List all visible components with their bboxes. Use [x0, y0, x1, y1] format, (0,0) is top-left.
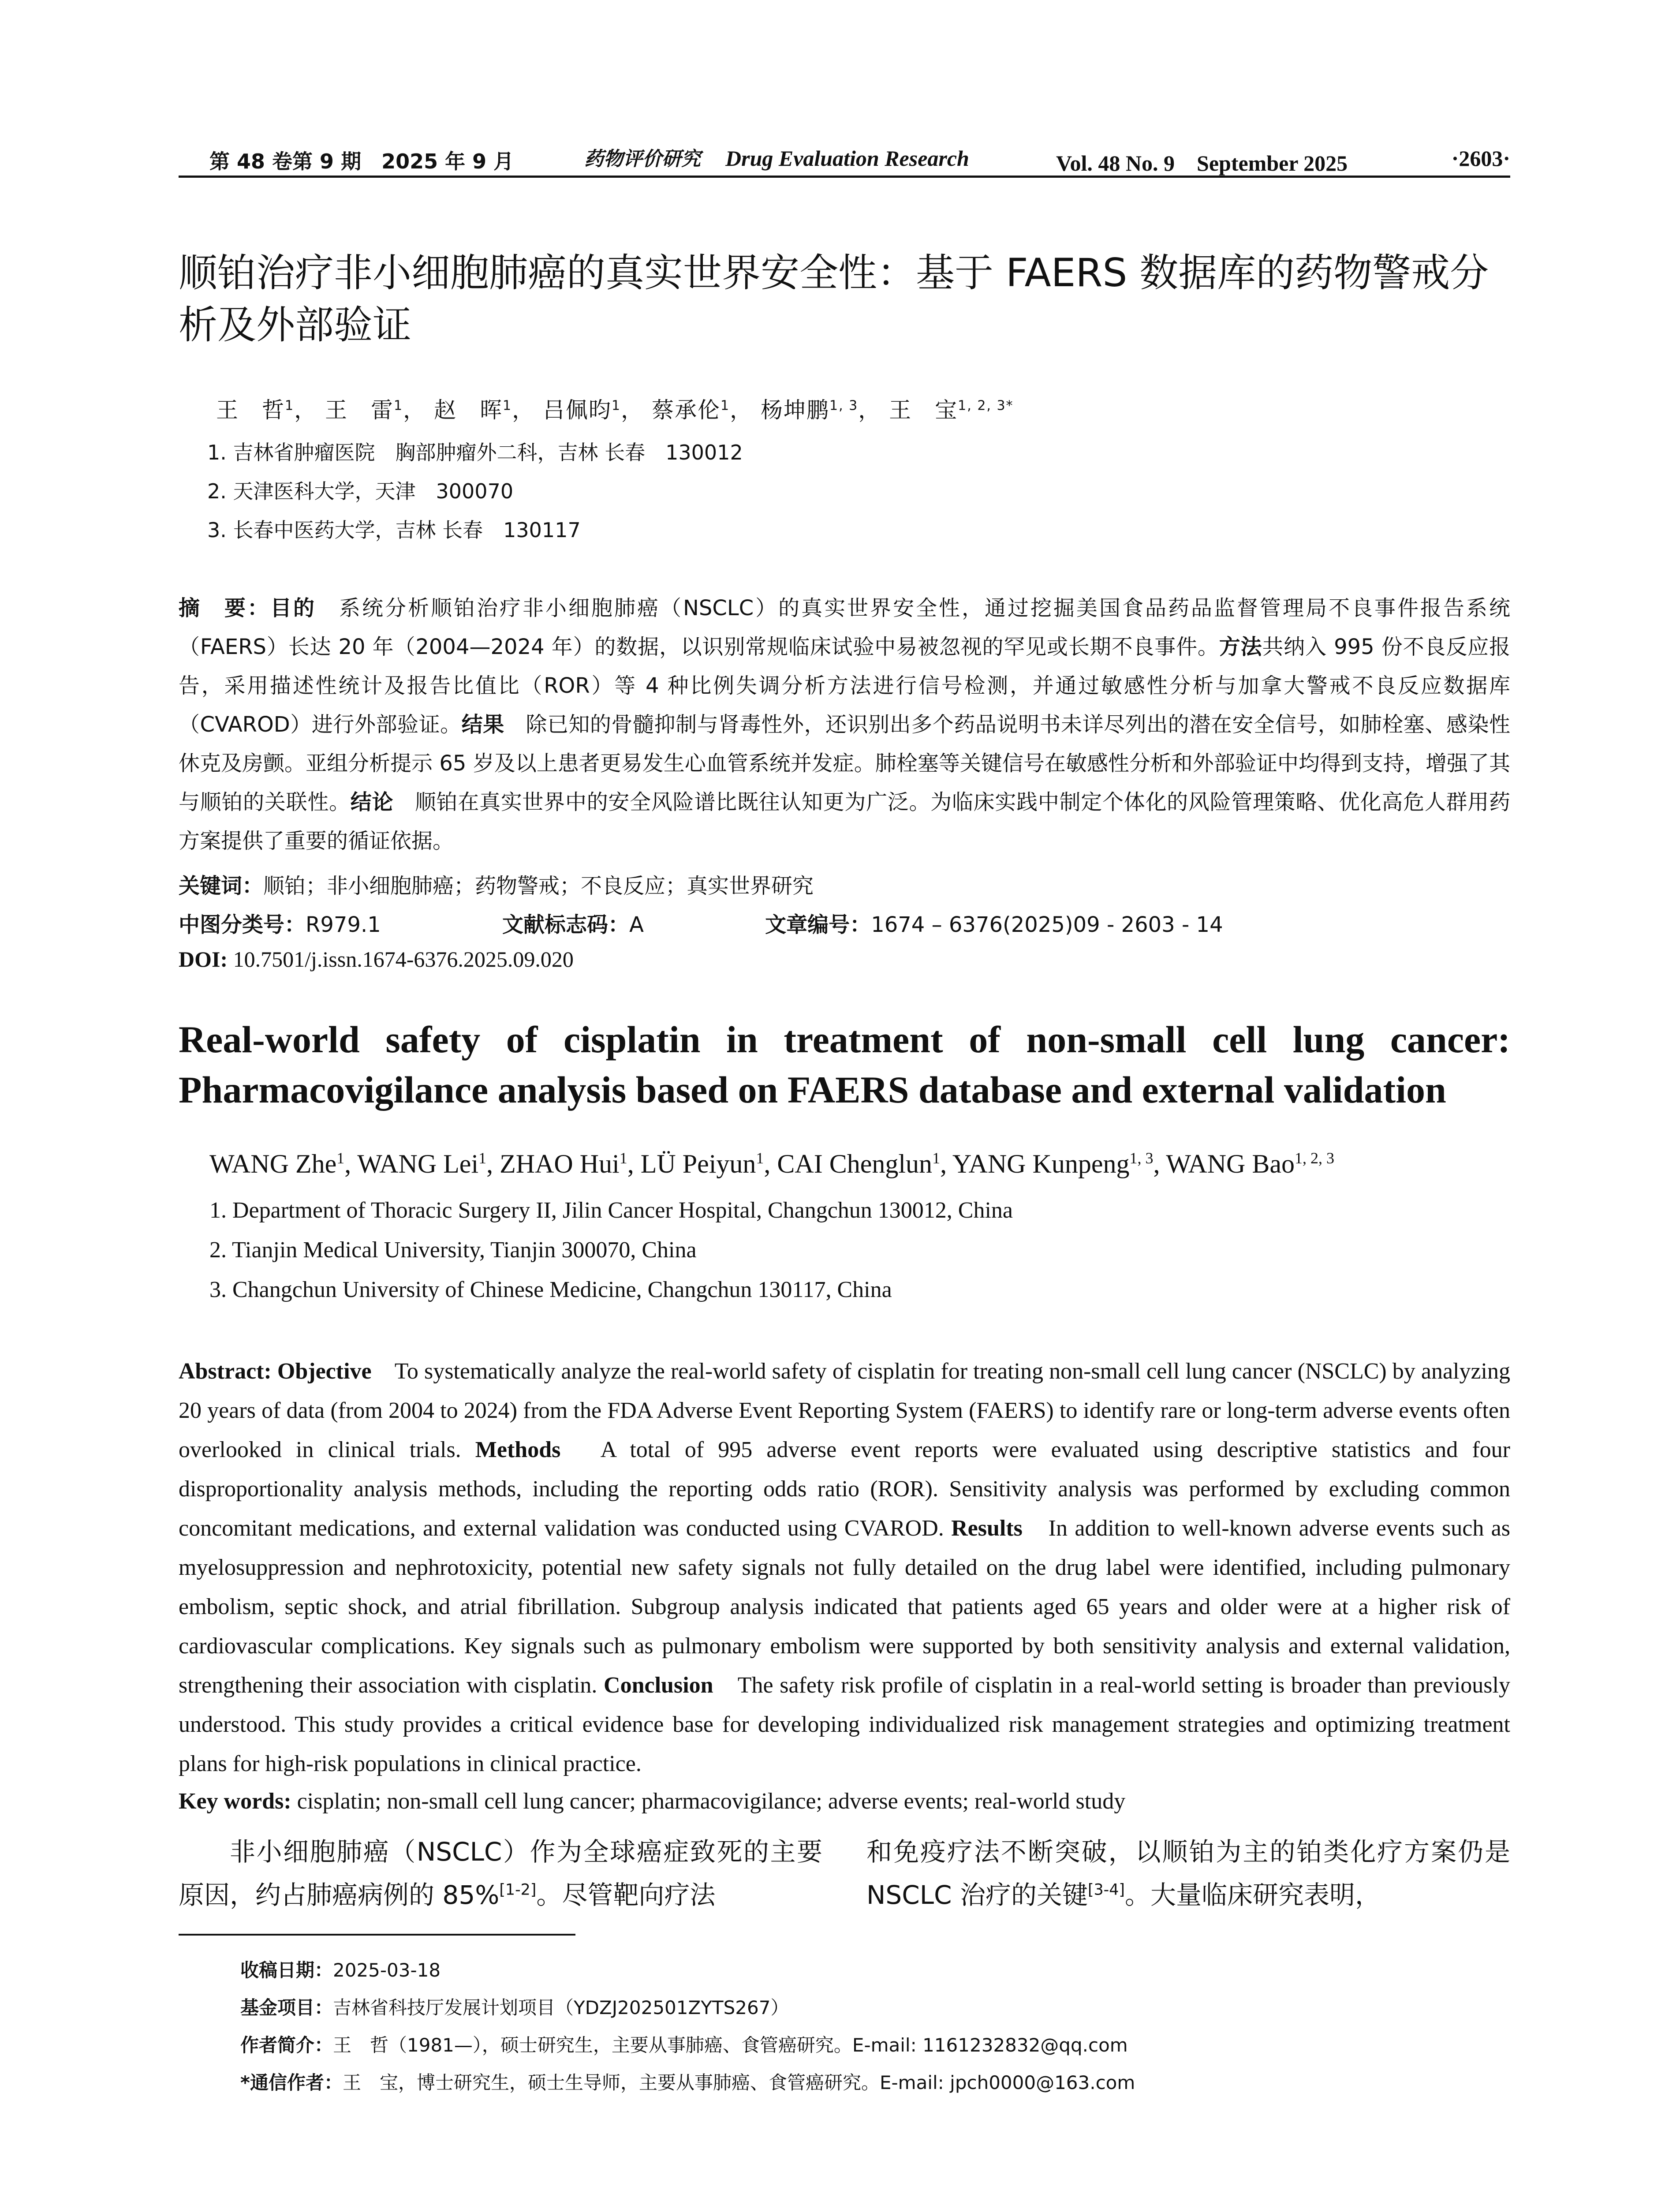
results-label: 结果: [461, 712, 504, 737]
doi-label: DOI:: [179, 947, 228, 972]
clc-label: 中图分类号：: [179, 912, 306, 937]
author-affiliation-mark: 1: [394, 398, 403, 414]
author-name: CAI Chenglun: [777, 1149, 933, 1178]
footnote-text: 王 宝，博士研究生，硕士生导师，主要从事肺癌、食管癌研究。E-mail: jpch0000@163.com: [342, 2072, 1135, 2093]
clc-value: R979.1: [306, 912, 381, 937]
author-list-en: WANG Zhe$^1$, WANG Lei$^1$, ZHAO Hui$^1$, LÜ Peiyun$^1$, CAI Chenglun$^1$, YANG Kunpeng$^{1, 3}$, WANG Bao$^{1, 2, 3}$: [209, 1149, 1335, 1178]
conclusion-text: The safety risk profile of cisplatin in a real-world setting is broader than previously understood. This study provides a critical evidence base for developing individualized risk management strategies and optimizing treatment plans for high-risk populations in clinical practice.: [179, 1673, 1510, 1776]
body-text: 。尽管靶向疗法: [536, 1880, 716, 1910]
doi-line: [179, 946, 574, 972]
author-name: WANG Bao: [1166, 1149, 1295, 1178]
methods-label: Methods: [475, 1437, 561, 1462]
keywords-label: Key words:: [179, 1789, 291, 1814]
header-issue-cn: 第 48 卷第 9 期 2025 年 9 月: [209, 149, 514, 173]
doc-code-field: [502, 912, 701, 937]
author-affiliation-mark: 1: [285, 398, 295, 414]
keywords-text: cisplatin; non-small cell lung cancer; pharmacovigilance; adverse events; real-world study: [297, 1789, 1126, 1814]
author-name: 王 宝: [889, 397, 958, 423]
conclusion-text: 顺铂在真实世界中的安全风险谱比既往认知更为广泛。为临床实践中制定个体化的风险管理策略、优化高危人群用药方案提供了重要的循证依据。: [179, 790, 1510, 853]
classification-line: [179, 908, 1338, 938]
author-name: 杨坤鹏: [761, 397, 829, 423]
author-affiliation-mark: 1, 2, 3: [1295, 1149, 1335, 1167]
author-affiliation-mark: 1: [619, 1149, 627, 1167]
running-header: [179, 140, 1510, 178]
author-list-cn: 王 哲$^1$， 王 雷$^1$， 赵 晖$^1$， 吕佩昀$^1$， 蔡承伦$^1$， 杨坤鹏$^{1, 3}$， 王 宝$^{1, 2, 3*}$: [216, 397, 1014, 423]
body-text: 非小细胞肺癌（NSCLC）作为全球癌症致死的主要原因，约占肺癌病例的 85%: [179, 1837, 822, 1910]
results-label: Results: [951, 1516, 1023, 1541]
author-name: ZHAO Hui: [500, 1149, 620, 1178]
affiliation-en-1: 1. Department of Thoracic Surgery II, Jilin Cancer Hospital, Changchun 130012, China: [209, 1198, 1013, 1223]
author-affiliation-mark: 1: [756, 1149, 764, 1167]
author-name: 王 雷: [325, 397, 394, 423]
author-affiliation-mark: 1, 3: [829, 398, 859, 414]
objective-label: Objective: [277, 1359, 372, 1384]
author-name: 赵 晖: [434, 397, 503, 423]
footnote-corresponding: [240, 2068, 1135, 2095]
keywords-cn: [179, 869, 814, 899]
affiliation-en-3: 3. Changchun University of Chinese Medicine, Changchun 130117, China: [209, 1277, 892, 1302]
paper-title-en: Real-world safety of cisplatin in treatment of non-small cell lung cancer: Pharmacovigilance analysis based on FAERS database and external validation: [179, 1018, 1510, 1111]
footnote-label: *通信作者：: [240, 2072, 343, 2093]
footnote-author-bio: [240, 2031, 1128, 2057]
journal-logo: 药物评价研究: [584, 148, 701, 170]
paper-title-cn: 顺铂治疗非小细胞肺癌的真实世界安全性：基于 FAERS 数据库的药物警戒分析及外部验证: [179, 250, 1489, 348]
footnote-label: 收稿日期：: [240, 1959, 333, 1981]
clc-field: [179, 912, 438, 937]
header-page-number: ·2603·: [1451, 146, 1510, 171]
affiliation-cn-3: 3. 长春中医药大学，吉林 长春 130117: [207, 518, 581, 542]
objective-label: 目的: [270, 596, 316, 620]
author-affiliation-mark: 1, 3: [1129, 1149, 1154, 1167]
affiliation-en-2: 2. Tianjin Medical University, Tianjin 300070, China: [209, 1237, 697, 1263]
author-name: 王 哲: [216, 397, 285, 423]
body-text: 。大量临床研究表明，: [1124, 1880, 1381, 1910]
author-affiliation-mark: 1: [612, 398, 621, 414]
keywords-text: 顺铂；非小细胞肺癌；药物警戒；不良反应；真实世界研究: [263, 874, 814, 898]
article-no-value: 1674 – 6376(2025)09 - 2603 - 14: [871, 912, 1223, 937]
doi-value[interactable]: 10.7501/j.issn.1674-6376.2025.09.020: [233, 947, 574, 972]
author-name: WANG Lei: [357, 1149, 479, 1178]
citation-ref[interactable]: [3-4]: [1087, 1881, 1125, 1899]
methods-text: A total of 995 adverse event reports were evaluated using descriptive statistics and four disproportionality analysis methods, including the reporting odds ratio (ROR). Sensitivity analysis was performed by excluding common concomitant medications, and external validation was conducted using CVAROD.: [179, 1437, 1511, 1541]
author-name: LÜ Peiyun: [640, 1149, 756, 1178]
conclusion-label: 结论: [350, 790, 394, 815]
author-affiliation-mark: 1: [478, 1149, 487, 1167]
affiliation-cn-1: 1. 吉林省肿瘤医院 胸部肿瘤外二科，吉林 长春 130012: [207, 441, 743, 464]
article-no-label: 文章编号：: [765, 912, 871, 937]
author-name: WANG Zhe: [209, 1149, 337, 1178]
doc-code-value: A: [629, 912, 644, 937]
footnote-divider: [179, 1934, 575, 1936]
keywords-en: [179, 1788, 1125, 1814]
author-affiliation-mark: 1: [336, 1149, 345, 1167]
footnote-funding: [240, 1993, 789, 2020]
article-no-field: [765, 912, 1280, 937]
methods-text: 共纳入 995 份不良反应报告，采用描述性统计及报告比值比（ROR）等 4 种比例失调分析方法进行信号检测，并通过敏感性分析与加拿大警戒不良反应数据库（CVAROD）进行外部验证。: [179, 635, 1510, 737]
author-name: 吕佩昀: [543, 397, 612, 423]
body-text: 和免疫疗法不断突破，以顺铂为主的铂类化疗方案仍是 NSCLC 治疗的关键: [866, 1837, 1510, 1910]
citation-ref[interactable]: [1-2]: [499, 1881, 537, 1899]
keywords-label: 关键词：: [179, 874, 264, 898]
footnote-text: 王 哲（1981—），硕士研究生，主要从事肺癌、食管癌研究。E-mail: 1161232832@qq.com: [333, 2034, 1128, 2056]
header-journal-name: Drug Evaluation Research: [725, 146, 969, 171]
doc-code-label: 文献标志码：: [502, 912, 630, 937]
abstract-label: 摘 要：: [179, 596, 270, 620]
methods-label: 方法: [1219, 635, 1262, 659]
abstract-label: Abstract:: [179, 1359, 272, 1384]
abstract-en: [179, 1352, 1510, 1783]
results-text: In addition to well-known adverse events such as myelosuppression and nephrotoxicity, potential new safety signals not fully detailed on the drug label were identified, including pulmonary embolism, septic shock, and atrial fibrillation. Subgroup analysis indicated that patients aged 65 years and older were at a higher risk of cardiovascular complications. Key signals such as pulmonary embolism were supported by both sensitivity analysis and external validation, strengthening their association with cisplatin.: [179, 1516, 1510, 1698]
author-affiliation-mark: 1: [503, 398, 512, 414]
footnote-received: [240, 1956, 441, 1982]
objective-text: 系统分析顺铂治疗非小细胞肺癌（NSCLC）的真实世界安全性，通过挖掘美国食品药品监督管理局不良事件报告系统（FAERS）长达 20 年（2004—2024 年）的数据，以识别常规临床试验中易被忽视的罕见或长期不良事件。: [179, 596, 1510, 659]
author-name: YANG Kunpeng: [952, 1149, 1130, 1178]
footnote-label: 基金项目：: [240, 1997, 333, 2018]
footnote-label: 作者简介：: [240, 2034, 333, 2056]
affiliation-cn-2: 2. 天津医科大学，天津 300070: [207, 479, 514, 503]
header-volume: Vol. 48 No. 9 September 2025: [1056, 151, 1348, 176]
footnote-text: 2025-03-18: [333, 1959, 441, 1981]
body-column-right: [866, 1830, 1510, 1917]
author-affiliation-mark: 1: [721, 398, 730, 414]
footnote-text: 吉林省科技厅发展计划项目（YDZJ202501ZYTS267）: [333, 1997, 789, 2018]
abstract-cn: [179, 589, 1510, 860]
body-column-left: [179, 1830, 822, 1917]
results-text: 除已知的骨髓抑制与肾毒性外，还识别出多个药品说明书未详尽列出的潜在安全信号，如肺栓塞、感染性休克及房颤。亚组分析提示 65 岁及以上患者更易发生心血管系统并发症。肺栓塞等关键信号在敏感性分析和外部验证中均得到支持，增强了其与顺铂的关联性。: [179, 712, 1510, 815]
author-affiliation-mark: 1, 2, 3*: [958, 398, 1014, 414]
author-affiliation-mark: 1: [932, 1149, 941, 1167]
author-name: 蔡承伦: [652, 397, 721, 423]
conclusion-label: Conclusion: [604, 1673, 713, 1698]
objective-text: To systematically analyze the real-world safety of cisplatin for treating non-small cell lung cancer (NSCLC) by analyzing 20 years of data (from 2004 to 2024) from the FDA Adverse Event Reporting System (FAERS) to identify rare or long-term adverse events often overlooked in clinical trials.: [179, 1359, 1510, 1462]
